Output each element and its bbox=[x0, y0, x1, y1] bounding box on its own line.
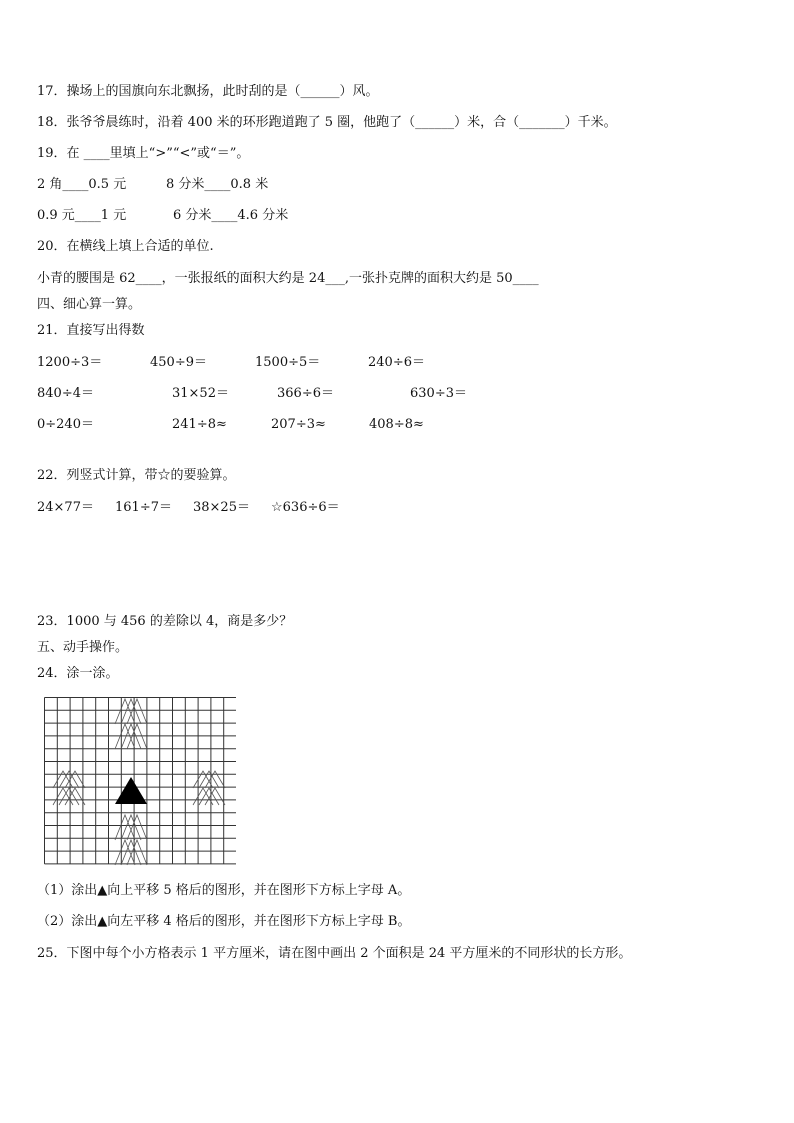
calc-item: 241÷8≈ bbox=[172, 417, 227, 432]
coloring-grid bbox=[44, 697, 236, 867]
question-20-title: 20．在横线上填上合适的单位. bbox=[37, 239, 214, 254]
chevron-mark bbox=[121, 699, 141, 724]
calc-item: 31×52＝ bbox=[172, 386, 229, 401]
compare-item: 8 分米____0.8 米 bbox=[166, 177, 269, 192]
chevron-mark bbox=[121, 815, 141, 840]
compare-item: 6 分米____4.6 分米 bbox=[173, 208, 289, 223]
chevron-mark bbox=[59, 788, 79, 805]
chevron-mark bbox=[121, 724, 141, 749]
calc-item: 0÷240＝ bbox=[37, 417, 94, 432]
question-22-title: 22．列竖式计算，带☆的要验算。 bbox=[37, 468, 236, 483]
calc-item: 366÷6＝ bbox=[277, 386, 334, 401]
question-24-title: 24．涂一涂。 bbox=[37, 666, 119, 681]
question-17: 17．操场上的国旗向东北飘扬，此时刮的是（______）风。 bbox=[37, 84, 379, 99]
question-20-text: 小青的腰围是 62____，一张报纸的面积大约是 24___,一张扑克牌的面积大约是 50____ bbox=[37, 271, 539, 286]
question-24-sub2: （2）涂出▲向左平移 4 格后的图形，并在图形下方标上字母 B。 bbox=[37, 914, 411, 929]
chevron-mark bbox=[59, 771, 79, 788]
compare-item: 2 角____0.5 元 bbox=[37, 177, 127, 192]
compare-item: 0.9 元____1 元 bbox=[37, 208, 127, 223]
vertical-calc-item: 38×25＝ bbox=[193, 500, 250, 515]
question-25: 25．下图中每个小方格表示 1 平方厘米，请在图中画出 2 个面积是 24 平方厘米的不同形状的长方形。 bbox=[37, 946, 632, 961]
vertical-calc-item: 24×77＝ bbox=[37, 500, 94, 515]
question-24-sub1: （1）涂出▲向上平移 5 格后的图形，并在图形下方标上字母 A。 bbox=[37, 883, 411, 898]
chevron-mark bbox=[199, 788, 219, 805]
black-triangle bbox=[115, 777, 147, 804]
question-21-title: 21．直接写出得数 bbox=[37, 323, 145, 338]
calc-item: 630÷3＝ bbox=[410, 386, 467, 401]
section-4-heading: 四、细心算一算。 bbox=[37, 297, 142, 312]
calc-item: 1200÷3＝ bbox=[37, 355, 103, 370]
vertical-calc-item: 161÷7＝ bbox=[115, 500, 172, 515]
section-5-heading: 五、动手操作。 bbox=[37, 640, 129, 655]
chevron-mark bbox=[121, 840, 141, 865]
question-23: 23．1000 与 456 的差除以 4，商是多少？ bbox=[37, 614, 293, 629]
calc-item: 450÷9＝ bbox=[150, 355, 207, 370]
calc-item: 840÷4＝ bbox=[37, 386, 94, 401]
chevron-mark bbox=[199, 771, 219, 788]
vertical-calc-item: ☆636÷6＝ bbox=[271, 500, 340, 515]
question-18: 18．张爷爷晨练时，沿着 400 米的环形跑道跑了 5 圈，他跑了（______）米，合（_______）千米。 bbox=[37, 115, 617, 130]
calc-item: 240÷6＝ bbox=[368, 355, 425, 370]
question-19-title: 19．在 ____里填上“>”“<”或“＝”。 bbox=[37, 146, 250, 161]
calc-item: 408÷8≈ bbox=[369, 417, 424, 432]
calc-item: 207÷3≈ bbox=[271, 417, 326, 432]
calc-item: 1500÷5＝ bbox=[255, 355, 321, 370]
